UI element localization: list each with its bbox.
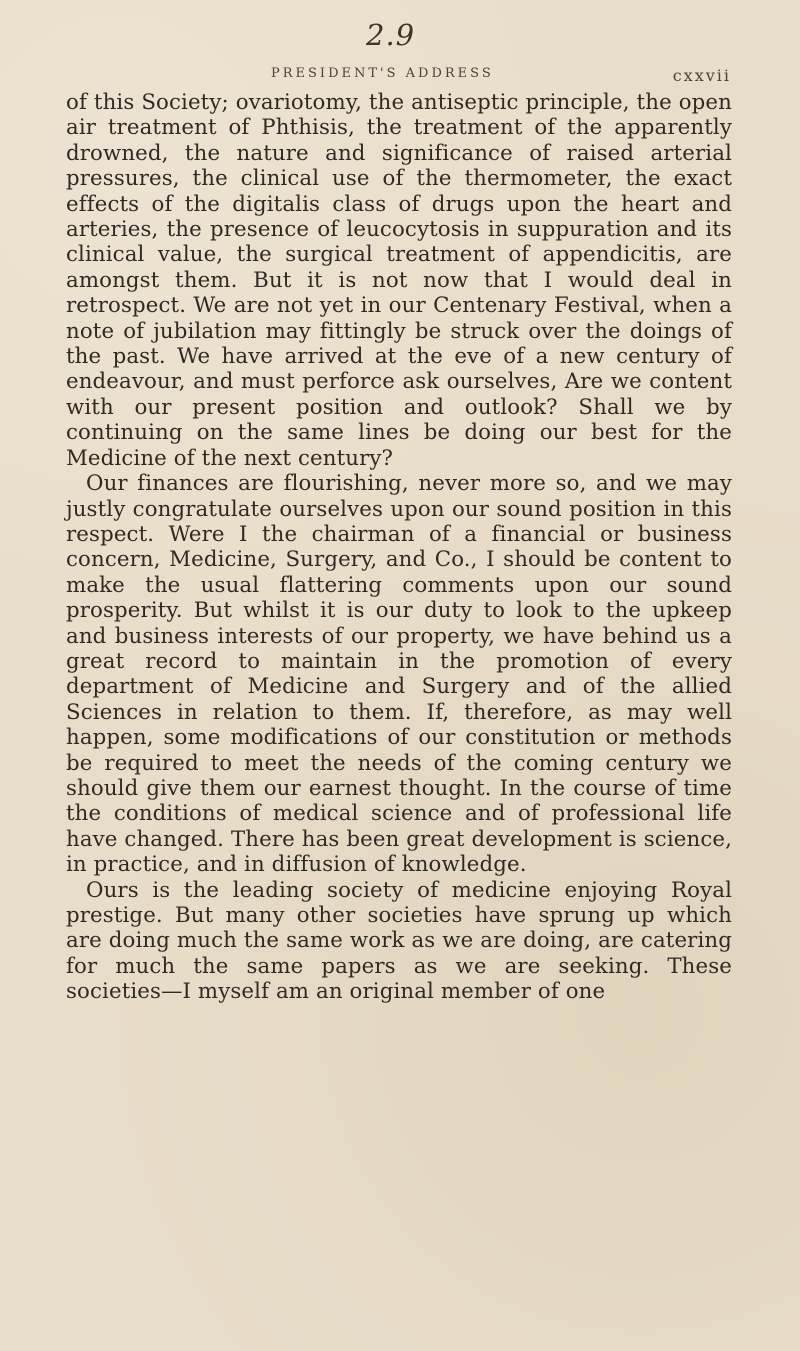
page-number: cxxvii [672,66,731,85]
paragraph-3: Ours is the leading society of medicine enjoying Royal prestige. But many other societies have sprung up which are doing much the same work as we are doing, are catering for much the same papers as we are seeking. These societies—I myself am an original member of one [66,877,732,1005]
paragraph-1: of this Society; ovariotomy, the antiseptic principle, the open air treatment of Phthisis, the treatment of the apparently drowned, the nature and significance of raised arterial pressures, the clinical use of the thermometer, the exact effects of the digitalis class of drugs upon the heart and arteries, the presence of leucocytosis in suppuration and its clinical value, the surgical treatment of appendicitis, are amongst them. But it is not now that I would deal in retrospect. We are not yet in our Centenary Festival, when a note of jubilation may fittingly be struck over the doings of the past. We have arrived at the eve of a new century of endeavour, and must perforce ask ourselves, Are we content with our present position and outlook? Shall we by continuing on the same lines be doing our best for the Medicine of the next century? [66,90,732,471]
running-title: PRESIDENT'S ADDRESS [271,66,494,81]
handwritten-page-mark: 2.9 [366,18,416,52]
paragraph-2: Our finances are flourishing, never more so, and we may justly congratulate ourselves upon our sound position in this respect. Were I the chairman of a financial or business concern, Medicine, Surgery, and Co., I should be content to make the usual flattering comments upon our sound prosperity. But whilst it is our duty to look to the upkeep and business interests of our property, we have behind us a great record to maintain in the promotion of every department of Medicine and Surgery and of the allied Sciences in relation to them. If, therefore, as may well happen, some modifications of our constitution or methods be required to meet the needs of the coming century we should give them our earnest thought. In the course of time the conditions of medical science and of professional life have changed. There has been great development is science, in practice, and in diffusion of knowledge. [66,471,732,878]
body-text [66,90,732,1005]
